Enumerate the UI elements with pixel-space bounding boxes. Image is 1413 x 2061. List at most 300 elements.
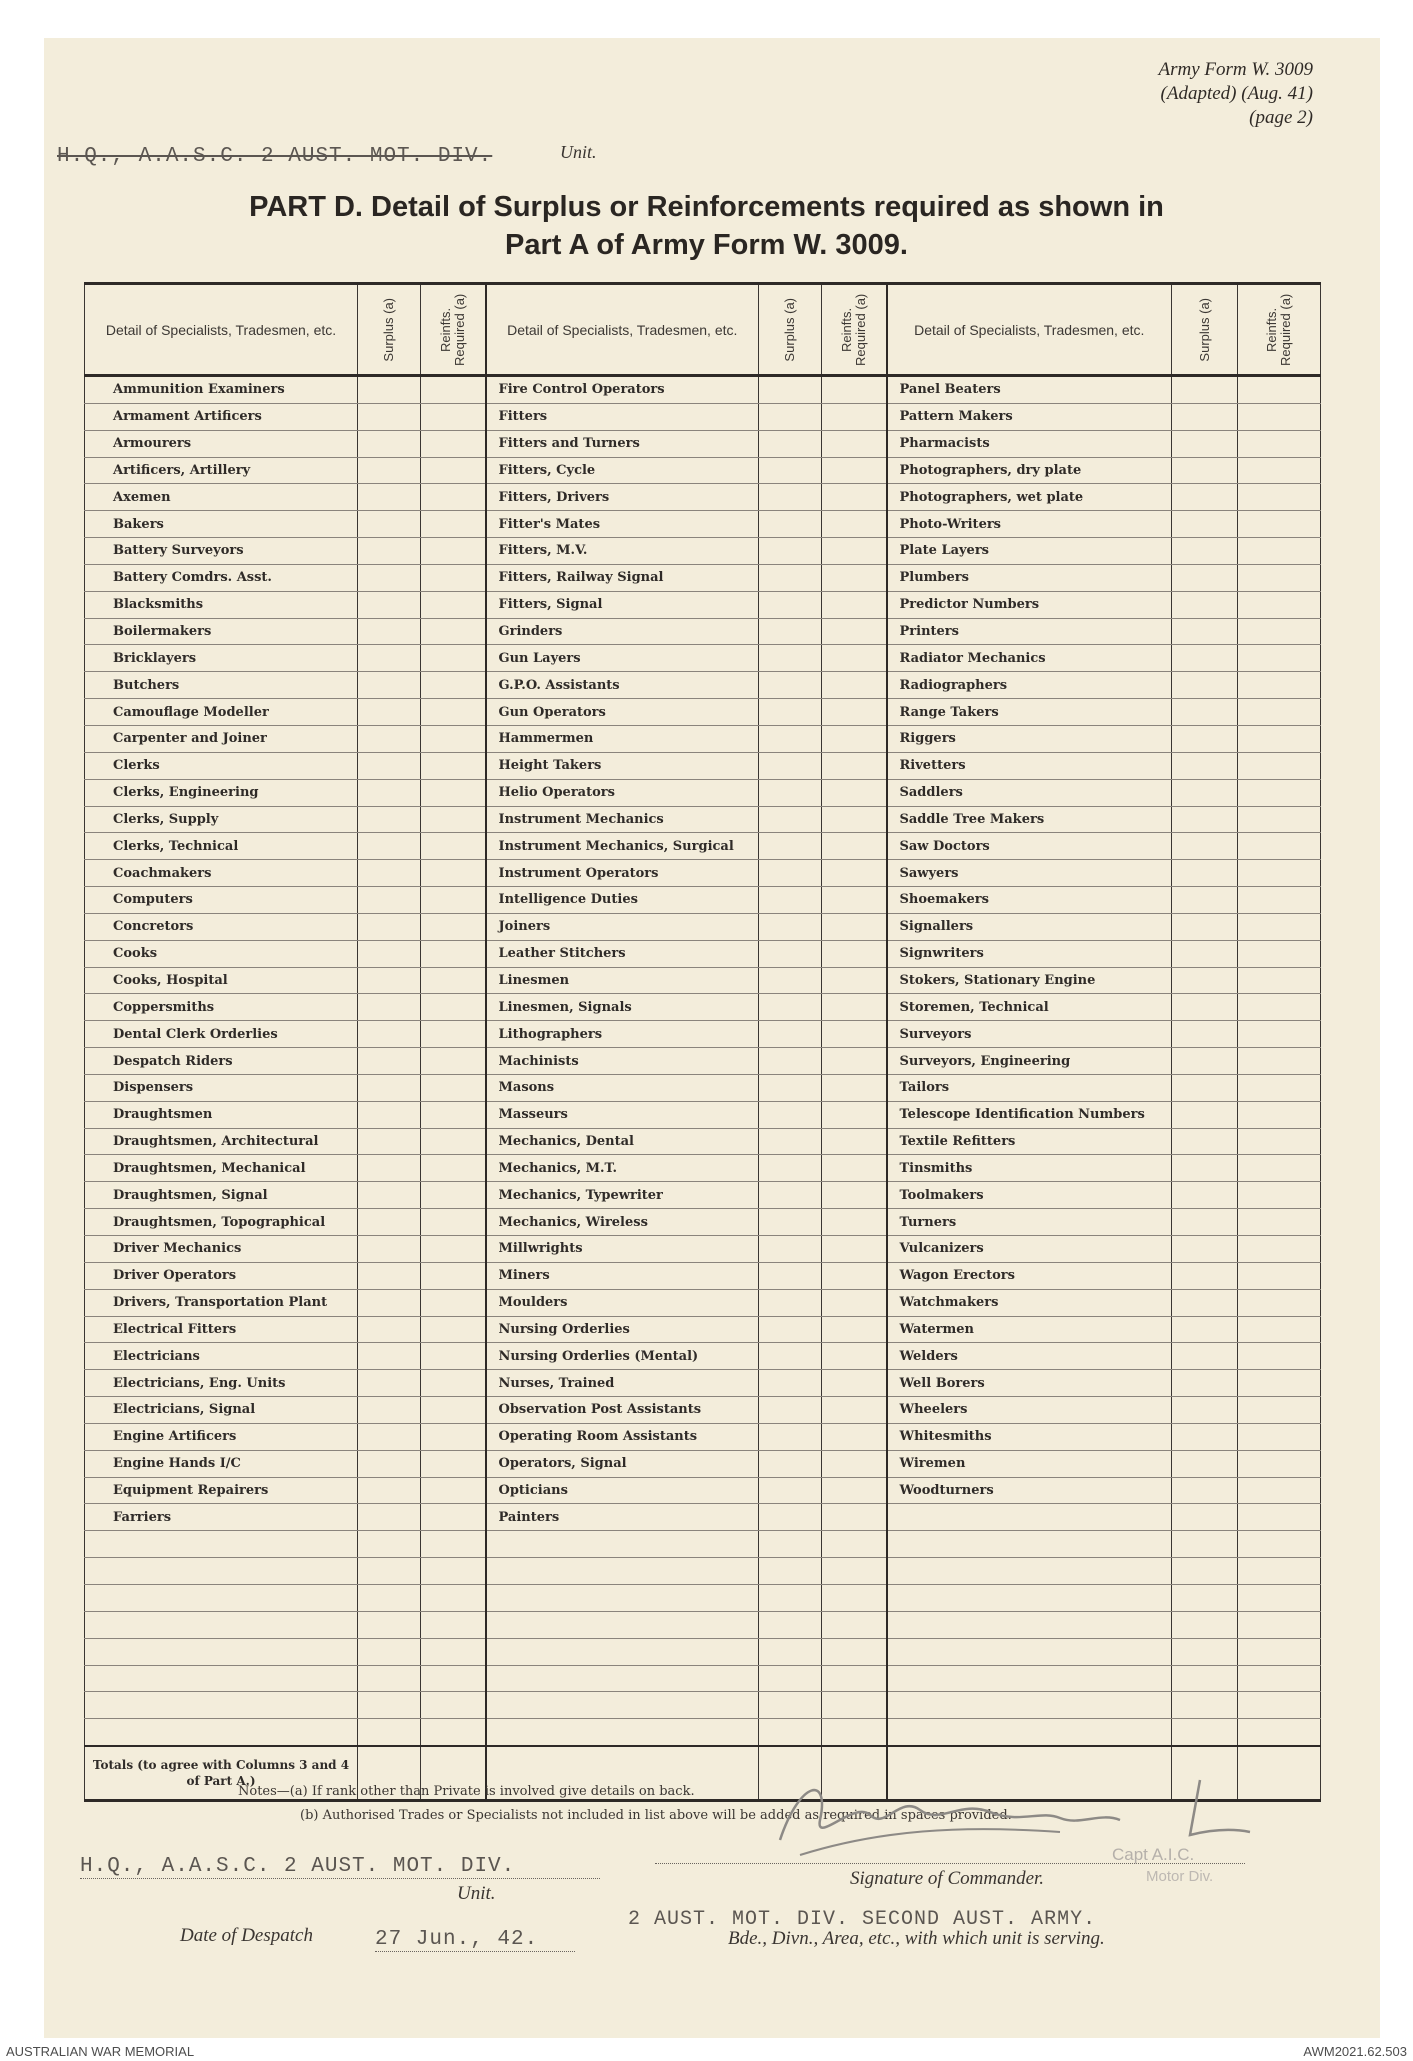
surplus-cell[interactable]	[358, 1262, 421, 1289]
blank-cell[interactable]	[486, 1665, 759, 1692]
surplus-cell[interactable]	[759, 1236, 822, 1263]
surplus-cell[interactable]	[759, 1074, 822, 1101]
reinf-cell[interactable]	[822, 430, 887, 457]
reinf-cell[interactable]	[1238, 1370, 1321, 1397]
surplus-cell[interactable]	[358, 806, 421, 833]
surplus-cell[interactable]	[759, 457, 822, 484]
reinf-cell[interactable]	[822, 1074, 887, 1101]
blank-cell[interactable]	[759, 1558, 822, 1585]
reinf-cell[interactable]	[1238, 591, 1321, 618]
surplus-cell[interactable]	[358, 1316, 421, 1343]
reinf-cell[interactable]	[822, 1155, 887, 1182]
reinf-cell[interactable]	[822, 860, 887, 887]
surplus-cell[interactable]	[759, 699, 822, 726]
surplus-cell[interactable]	[759, 564, 822, 591]
surplus-cell[interactable]	[759, 376, 822, 404]
blank-cell[interactable]	[486, 1531, 759, 1558]
blank-cell[interactable]	[887, 1584, 1172, 1611]
surplus-cell[interactable]	[1172, 725, 1238, 752]
reinf-cell[interactable]	[421, 913, 486, 940]
reinf-cell[interactable]	[421, 1101, 486, 1128]
surplus-cell[interactable]	[759, 1155, 822, 1182]
blank-cell[interactable]	[486, 1611, 759, 1638]
surplus-cell[interactable]	[1172, 376, 1238, 404]
reinf-cell[interactable]	[822, 1289, 887, 1316]
surplus-cell[interactable]	[759, 1048, 822, 1075]
reinf-cell[interactable]	[1238, 1343, 1321, 1370]
reinf-cell[interactable]	[822, 1101, 887, 1128]
surplus-cell[interactable]	[358, 1182, 421, 1209]
surplus-cell[interactable]	[1172, 699, 1238, 726]
surplus-cell[interactable]	[759, 1423, 822, 1450]
reinf-cell[interactable]	[421, 940, 486, 967]
reinf-cell[interactable]	[822, 484, 887, 511]
reinf-cell[interactable]	[1238, 1101, 1321, 1128]
surplus-cell[interactable]	[759, 1262, 822, 1289]
surplus-cell[interactable]	[759, 591, 822, 618]
blank-cell[interactable]	[421, 1692, 486, 1719]
blank-cell[interactable]	[421, 1558, 486, 1585]
blank-cell[interactable]	[358, 1584, 421, 1611]
reinf-cell[interactable]	[1238, 564, 1321, 591]
reinf-cell[interactable]	[421, 1048, 486, 1075]
surplus-cell[interactable]	[1172, 511, 1238, 538]
reinf-cell[interactable]	[421, 403, 486, 430]
surplus-cell[interactable]	[358, 564, 421, 591]
reinf-cell[interactable]	[822, 994, 887, 1021]
blank-cell[interactable]	[486, 1692, 759, 1719]
surplus-cell[interactable]	[1172, 484, 1238, 511]
reinf-cell[interactable]	[421, 1128, 486, 1155]
surplus-cell[interactable]	[1172, 645, 1238, 672]
surplus-cell[interactable]	[358, 538, 421, 565]
surplus-cell[interactable]	[358, 1155, 421, 1182]
reinf-cell[interactable]	[822, 538, 887, 565]
reinf-cell[interactable]	[421, 967, 486, 994]
surplus-cell[interactable]	[358, 591, 421, 618]
surplus-cell[interactable]	[1172, 1262, 1238, 1289]
reinf-cell[interactable]	[822, 1128, 887, 1155]
reinf-cell[interactable]	[822, 806, 887, 833]
blank-cell[interactable]	[1238, 1611, 1321, 1638]
surplus-cell[interactable]	[358, 484, 421, 511]
surplus-cell[interactable]	[1172, 618, 1238, 645]
blank-cell[interactable]	[486, 1584, 759, 1611]
surplus-cell[interactable]	[759, 511, 822, 538]
blank-cell[interactable]	[887, 1531, 1172, 1558]
blank-cell[interactable]	[887, 1692, 1172, 1719]
reinf-cell[interactable]	[822, 1450, 887, 1477]
surplus-cell[interactable]	[358, 967, 421, 994]
blank-cell[interactable]	[1238, 1638, 1321, 1665]
surplus-cell[interactable]	[1172, 403, 1238, 430]
surplus-cell[interactable]	[358, 1477, 421, 1504]
surplus-cell[interactable]	[1172, 1155, 1238, 1182]
blank-cell[interactable]	[85, 1719, 358, 1746]
reinf-cell[interactable]	[421, 699, 486, 726]
reinf-cell[interactable]	[1238, 860, 1321, 887]
reinf-cell[interactable]	[1238, 538, 1321, 565]
surplus-cell[interactable]	[358, 833, 421, 860]
surplus-cell[interactable]	[759, 1343, 822, 1370]
reinf-cell[interactable]	[1238, 1450, 1321, 1477]
surplus-cell[interactable]	[358, 940, 421, 967]
reinf-cell[interactable]	[1238, 1128, 1321, 1155]
blank-cell[interactable]	[887, 1719, 1172, 1746]
blank-cell[interactable]	[358, 1692, 421, 1719]
reinf-cell[interactable]	[421, 1182, 486, 1209]
surplus-cell[interactable]	[358, 618, 421, 645]
surplus-cell[interactable]	[1172, 967, 1238, 994]
reinf-cell[interactable]	[822, 913, 887, 940]
reinf-cell[interactable]	[1238, 1316, 1321, 1343]
reinf-cell[interactable]	[822, 1209, 887, 1236]
surplus-cell[interactable]	[1172, 1182, 1238, 1209]
surplus-cell[interactable]	[358, 887, 421, 914]
surplus-cell[interactable]	[759, 967, 822, 994]
surplus-cell[interactable]	[358, 913, 421, 940]
blank-cell[interactable]	[1172, 1584, 1238, 1611]
surplus-cell[interactable]	[759, 1450, 822, 1477]
reinf-cell[interactable]	[1238, 806, 1321, 833]
blank-cell[interactable]	[759, 1584, 822, 1611]
blank-cell[interactable]	[358, 1638, 421, 1665]
blank-cell[interactable]	[85, 1665, 358, 1692]
surplus-cell[interactable]	[358, 457, 421, 484]
reinf-cell[interactable]	[1238, 1477, 1321, 1504]
reinf-cell[interactable]	[1238, 1289, 1321, 1316]
surplus-cell[interactable]	[759, 1182, 822, 1209]
reinf-cell[interactable]	[1238, 994, 1321, 1021]
reinf-cell[interactable]	[822, 967, 887, 994]
reinf-cell[interactable]	[1238, 699, 1321, 726]
reinf-cell[interactable]	[822, 1477, 887, 1504]
surplus-cell[interactable]	[358, 725, 421, 752]
reinf-cell[interactable]	[822, 645, 887, 672]
reinf-cell[interactable]	[421, 1450, 486, 1477]
blank-cell[interactable]	[1238, 1665, 1321, 1692]
surplus-cell[interactable]	[759, 806, 822, 833]
reinf-cell[interactable]	[421, 779, 486, 806]
reinf-cell[interactable]	[421, 376, 486, 404]
blank-cell[interactable]	[85, 1692, 358, 1719]
reinf-cell[interactable]	[822, 887, 887, 914]
surplus-cell[interactable]	[358, 645, 421, 672]
reinf-cell[interactable]	[421, 1397, 486, 1424]
blank-cell[interactable]	[1172, 1692, 1238, 1719]
reinf-cell[interactable]	[822, 699, 887, 726]
surplus-cell[interactable]	[358, 1101, 421, 1128]
reinf-cell[interactable]	[1238, 672, 1321, 699]
reinf-cell[interactable]	[421, 511, 486, 538]
surplus-cell[interactable]	[759, 1477, 822, 1504]
reinf-cell[interactable]	[1238, 511, 1321, 538]
reinf-cell[interactable]	[822, 725, 887, 752]
reinf-cell[interactable]	[421, 538, 486, 565]
surplus-cell[interactable]	[759, 994, 822, 1021]
reinf-cell[interactable]	[822, 591, 887, 618]
surplus-cell[interactable]	[759, 484, 822, 511]
reinf-cell[interactable]	[1238, 725, 1321, 752]
blank-cell[interactable]	[358, 1719, 421, 1746]
surplus-cell[interactable]	[358, 1021, 421, 1048]
blank-cell[interactable]	[887, 1558, 1172, 1585]
surplus-cell[interactable]	[759, 940, 822, 967]
reinf-cell[interactable]	[1238, 779, 1321, 806]
reinf-cell[interactable]	[1238, 484, 1321, 511]
reinf-cell[interactable]	[822, 618, 887, 645]
surplus-cell[interactable]	[759, 725, 822, 752]
reinf-cell[interactable]	[822, 833, 887, 860]
surplus-cell[interactable]	[358, 1048, 421, 1075]
surplus-cell[interactable]	[1172, 860, 1238, 887]
reinf-cell[interactable]	[421, 672, 486, 699]
blank-cell[interactable]	[759, 1638, 822, 1665]
reinf-cell[interactable]	[421, 645, 486, 672]
blank-cell[interactable]	[1238, 1719, 1321, 1746]
reinf-cell[interactable]	[1238, 833, 1321, 860]
surplus-cell[interactable]	[1172, 1343, 1238, 1370]
blank-cell[interactable]	[486, 1719, 759, 1746]
reinf-cell[interactable]	[421, 1316, 486, 1343]
surplus-cell[interactable]	[358, 511, 421, 538]
blank-cell[interactable]	[1238, 1531, 1321, 1558]
surplus-cell[interactable]	[358, 779, 421, 806]
surplus-cell[interactable]	[1172, 1450, 1238, 1477]
surplus-cell[interactable]	[1172, 1021, 1238, 1048]
blank-cell[interactable]	[421, 1638, 486, 1665]
surplus-cell[interactable]	[1172, 994, 1238, 1021]
surplus-cell[interactable]	[1172, 564, 1238, 591]
blank-cell[interactable]	[358, 1665, 421, 1692]
reinf-cell[interactable]	[421, 752, 486, 779]
reinf-cell[interactable]	[421, 1155, 486, 1182]
surplus-cell[interactable]	[358, 699, 421, 726]
surplus-cell[interactable]	[358, 1370, 421, 1397]
surplus-cell[interactable]	[759, 618, 822, 645]
reinf-cell[interactable]	[1238, 967, 1321, 994]
surplus-cell[interactable]	[1172, 1128, 1238, 1155]
reinf-cell[interactable]	[421, 806, 486, 833]
reinf-cell[interactable]	[1238, 403, 1321, 430]
surplus-cell[interactable]	[358, 1128, 421, 1155]
reinf-cell[interactable]	[421, 1504, 486, 1531]
surplus-cell[interactable]	[1172, 913, 1238, 940]
reinf-cell[interactable]	[1238, 887, 1321, 914]
blank-cell[interactable]	[759, 1611, 822, 1638]
surplus-cell[interactable]	[1172, 1397, 1238, 1424]
reinf-cell[interactable]	[1238, 1155, 1321, 1182]
blank-cell[interactable]	[822, 1611, 887, 1638]
reinf-cell[interactable]	[421, 1021, 486, 1048]
surplus-cell[interactable]	[1172, 1074, 1238, 1101]
surplus-cell[interactable]	[759, 1128, 822, 1155]
blank-cell[interactable]	[85, 1531, 358, 1558]
reinf-cell[interactable]	[822, 1370, 887, 1397]
blank-cell[interactable]	[85, 1611, 358, 1638]
surplus-cell[interactable]	[1172, 1316, 1238, 1343]
surplus-cell[interactable]	[1172, 430, 1238, 457]
blank-cell[interactable]	[759, 1692, 822, 1719]
blank-cell[interactable]	[759, 1531, 822, 1558]
surplus-cell[interactable]	[1172, 1048, 1238, 1075]
blank-cell[interactable]	[1172, 1665, 1238, 1692]
reinf-cell[interactable]	[822, 779, 887, 806]
blank-cell[interactable]	[421, 1611, 486, 1638]
reinf-cell[interactable]	[822, 940, 887, 967]
reinf-cell[interactable]	[1238, 430, 1321, 457]
reinf-cell[interactable]	[421, 564, 486, 591]
reinf-cell[interactable]	[822, 457, 887, 484]
reinf-cell[interactable]	[421, 1074, 486, 1101]
surplus-cell[interactable]	[759, 887, 822, 914]
reinf-cell[interactable]	[421, 1236, 486, 1263]
surplus-cell[interactable]	[1172, 1101, 1238, 1128]
reinf-cell[interactable]	[421, 887, 486, 914]
reinf-cell[interactable]	[421, 591, 486, 618]
reinf-cell[interactable]	[421, 860, 486, 887]
reinf-cell[interactable]	[421, 833, 486, 860]
surplus-cell[interactable]	[759, 1316, 822, 1343]
reinf-cell[interactable]	[822, 752, 887, 779]
blank-cell[interactable]	[421, 1665, 486, 1692]
reinf-cell[interactable]	[1238, 752, 1321, 779]
reinf-cell[interactable]	[1238, 913, 1321, 940]
blank-cell[interactable]	[822, 1584, 887, 1611]
blank-cell[interactable]	[358, 1611, 421, 1638]
surplus-cell[interactable]	[759, 1289, 822, 1316]
surplus-cell[interactable]	[358, 403, 421, 430]
surplus-cell[interactable]	[759, 1504, 822, 1531]
surplus-cell[interactable]	[358, 1289, 421, 1316]
surplus-cell[interactable]	[759, 1370, 822, 1397]
surplus-cell[interactable]	[358, 1423, 421, 1450]
blank-cell[interactable]	[1238, 1584, 1321, 1611]
blank-cell[interactable]	[1238, 1692, 1321, 1719]
reinf-cell[interactable]	[1238, 1021, 1321, 1048]
surplus-cell[interactable]	[1172, 538, 1238, 565]
blank-cell[interactable]	[822, 1638, 887, 1665]
reinf-cell[interactable]	[1238, 1423, 1321, 1450]
reinf-cell[interactable]	[421, 457, 486, 484]
reinf-cell[interactable]	[822, 1343, 887, 1370]
surplus-cell[interactable]	[358, 672, 421, 699]
blank-cell[interactable]	[822, 1665, 887, 1692]
blank-cell[interactable]	[1172, 1558, 1238, 1585]
surplus-cell[interactable]	[1172, 1504, 1238, 1531]
reinf-cell[interactable]	[1238, 1074, 1321, 1101]
surplus-cell[interactable]	[759, 538, 822, 565]
reinf-cell[interactable]	[822, 1423, 887, 1450]
reinf-cell[interactable]	[1238, 1048, 1321, 1075]
reinf-cell[interactable]	[421, 618, 486, 645]
reinf-cell[interactable]	[1238, 1236, 1321, 1263]
blank-cell[interactable]	[887, 1665, 1172, 1692]
surplus-cell[interactable]	[759, 430, 822, 457]
surplus-cell[interactable]	[1172, 833, 1238, 860]
reinf-cell[interactable]	[822, 1021, 887, 1048]
surplus-cell[interactable]	[358, 1450, 421, 1477]
reinf-cell[interactable]	[1238, 1397, 1321, 1424]
reinf-cell[interactable]	[1238, 1504, 1321, 1531]
reinf-cell[interactable]	[822, 1182, 887, 1209]
reinf-cell[interactable]	[822, 1316, 887, 1343]
reinf-cell[interactable]	[1238, 376, 1321, 404]
surplus-cell[interactable]	[358, 860, 421, 887]
blank-cell[interactable]	[759, 1665, 822, 1692]
surplus-cell[interactable]	[358, 1397, 421, 1424]
reinf-cell[interactable]	[822, 376, 887, 404]
blank-cell[interactable]	[1172, 1611, 1238, 1638]
surplus-cell[interactable]	[1172, 752, 1238, 779]
surplus-cell[interactable]	[1172, 1370, 1238, 1397]
reinf-cell[interactable]	[822, 1262, 887, 1289]
surplus-cell[interactable]	[1172, 887, 1238, 914]
blank-cell[interactable]	[822, 1531, 887, 1558]
blank-cell[interactable]	[421, 1719, 486, 1746]
surplus-cell[interactable]	[759, 403, 822, 430]
reinf-cell[interactable]	[822, 1236, 887, 1263]
reinf-cell[interactable]	[822, 1397, 887, 1424]
blank-cell[interactable]	[887, 1638, 1172, 1665]
blank-cell[interactable]	[1172, 1638, 1238, 1665]
reinf-cell[interactable]	[1238, 1262, 1321, 1289]
blank-cell[interactable]	[358, 1558, 421, 1585]
surplus-cell[interactable]	[1172, 1423, 1238, 1450]
surplus-cell[interactable]	[759, 645, 822, 672]
reinf-cell[interactable]	[421, 725, 486, 752]
blank-cell[interactable]	[486, 1558, 759, 1585]
surplus-cell[interactable]	[759, 860, 822, 887]
blank-cell[interactable]	[1238, 1558, 1321, 1585]
reinf-cell[interactable]	[1238, 940, 1321, 967]
blank-cell[interactable]	[486, 1638, 759, 1665]
surplus-cell[interactable]	[1172, 1477, 1238, 1504]
blank-cell[interactable]	[822, 1692, 887, 1719]
surplus-cell[interactable]	[358, 994, 421, 1021]
surplus-cell[interactable]	[358, 1236, 421, 1263]
surplus-cell[interactable]	[759, 1397, 822, 1424]
surplus-cell[interactable]	[1172, 940, 1238, 967]
surplus-cell[interactable]	[1172, 457, 1238, 484]
reinf-cell[interactable]	[1238, 645, 1321, 672]
surplus-cell[interactable]	[1172, 591, 1238, 618]
reinf-cell[interactable]	[822, 403, 887, 430]
blank-cell[interactable]	[358, 1531, 421, 1558]
blank-cell[interactable]	[822, 1719, 887, 1746]
surplus-cell[interactable]	[358, 752, 421, 779]
blank-cell[interactable]	[887, 1611, 1172, 1638]
surplus-cell[interactable]	[1172, 1289, 1238, 1316]
surplus-cell[interactable]	[358, 376, 421, 404]
blank-cell[interactable]	[85, 1558, 358, 1585]
reinf-cell[interactable]	[1238, 457, 1321, 484]
surplus-cell[interactable]	[759, 752, 822, 779]
reinf-cell[interactable]	[421, 1343, 486, 1370]
reinf-cell[interactable]	[822, 1048, 887, 1075]
surplus-cell[interactable]	[358, 1504, 421, 1531]
reinf-cell[interactable]	[1238, 1209, 1321, 1236]
reinf-cell[interactable]	[421, 1423, 486, 1450]
reinf-cell[interactable]	[421, 994, 486, 1021]
surplus-cell[interactable]	[1172, 1209, 1238, 1236]
surplus-cell[interactable]	[759, 672, 822, 699]
surplus-cell[interactable]	[358, 1343, 421, 1370]
surplus-cell[interactable]	[759, 913, 822, 940]
surplus-cell[interactable]	[358, 430, 421, 457]
surplus-cell[interactable]	[358, 1209, 421, 1236]
reinf-cell[interactable]	[1238, 618, 1321, 645]
